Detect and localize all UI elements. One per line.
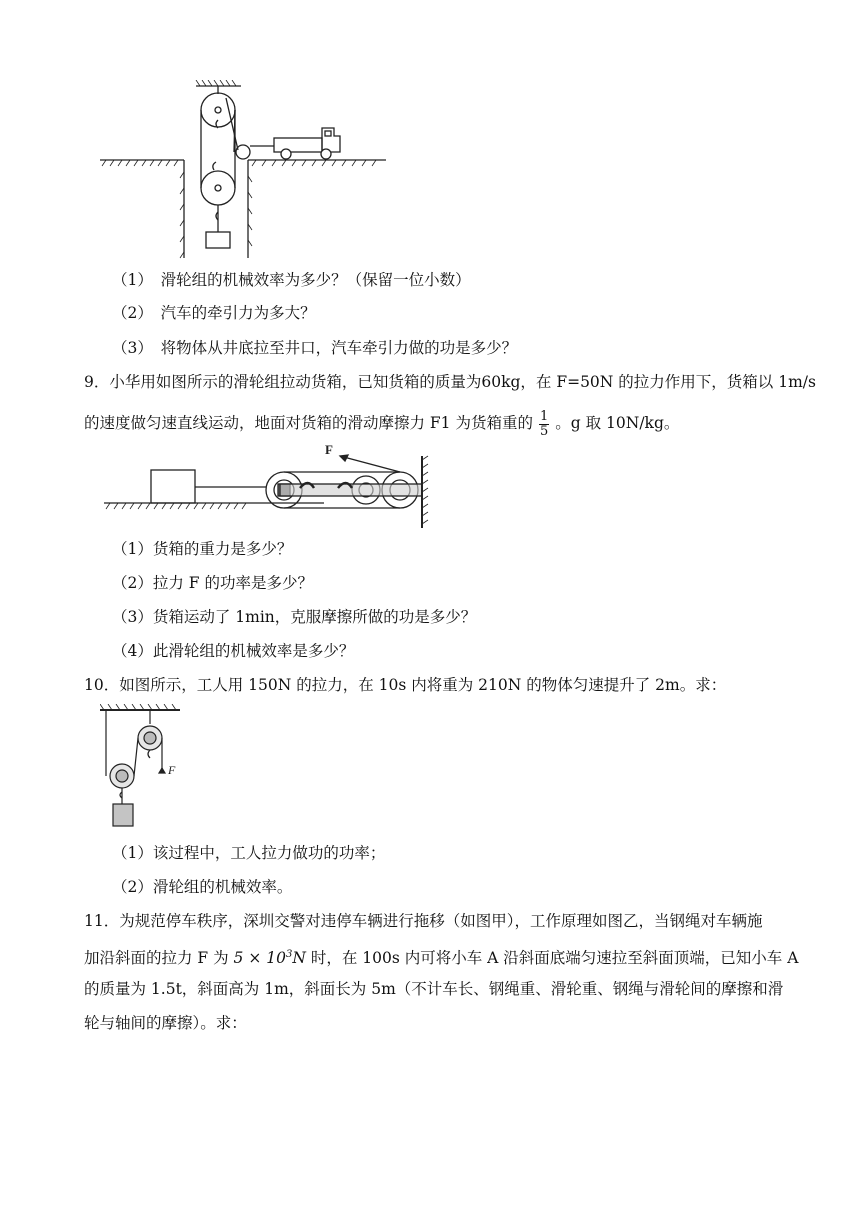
q11-stem-text-end: 时，在 100s 内可将小车 A 沿斜面底端匀速拉至斜面顶端，已知小车 A (305, 949, 799, 968)
force-label-f: F (168, 763, 176, 777)
force-value-base: 5 × 10 (233, 949, 286, 968)
fraction-one-fifth (539, 410, 549, 438)
q11-stem-line-2 (84, 945, 798, 968)
q9-sub-3: （3）货箱运动了 1min，克服摩擦所做的功是多少？ (112, 608, 477, 626)
vertical-pulley-figure (100, 704, 190, 830)
force-value-unit: N (292, 949, 306, 968)
fraction-denominator: 5 (539, 424, 549, 439)
q11-stem-line-1: 11．为规范停车秩序，深圳交警对违停车辆进行拖移（如图甲），工作原理如图乙，当钢绳对车辆施 (84, 912, 763, 930)
q9-stem-line-1: 9．小华用如图所示的滑轮组拉动货箱，已知货箱的质量为60kg，在 F=50N 的拉力作用下，货箱以 1m/s (84, 373, 816, 391)
q10-stem: 10．如图所示，工人用 150N 的拉力，在 10s 内将重为 210N 的物体匀速提升了 2m。求： (84, 676, 727, 694)
q11-stem-line-4: 轮与轴间的摩擦）。求： (84, 1014, 247, 1032)
horizontal-pulley-crate-figure (104, 440, 444, 530)
force-label-f: F (325, 442, 333, 457)
q9-sub-1: （1）货箱的重力是多少？ (112, 540, 293, 558)
q9-sub-4: （4）此滑轮组的机械效率是多少？ (112, 642, 355, 660)
force-value-exponent: 3 (285, 949, 293, 960)
q9-sub-2: （2）拉力 F 的功率是多少？ (112, 574, 313, 592)
force-value-math (234, 949, 306, 967)
q9-stem-line-2 (84, 410, 679, 438)
well-pulley-truck-figure (96, 80, 396, 260)
q11-stem-line-3: 的质量为 1.5t，斜面高为 1m，斜面长为 5m（不计车长、钢绳重、滑轮重、钢绳与滑轮间的摩擦和滑 (84, 980, 784, 998)
q10-sub-2: （2）滑轮组的机械效率。 (112, 878, 293, 896)
q8-sub-3: （3） 将物体从井底拉至井口，汽车牵引力做的功是多少？ (112, 339, 518, 357)
q10-sub-1: （1）该过程中，工人拉力做功的功率； (112, 844, 386, 862)
q8-sub-2: （2） 汽车的牵引力为多大？ (112, 304, 316, 322)
fraction-numerator: 1 (539, 409, 549, 424)
q9-stem-text: 的速度做匀速直线运动，地面对货箱的滑动摩擦力 F1 为货箱重的 (84, 414, 533, 432)
q11-stem-text: 加沿斜面的拉力 F 为 (84, 949, 229, 968)
q8-sub-1: （1） 滑轮组的机械效率为多少？（保留一位小数） (112, 271, 471, 289)
q9-stem-text-end: 。g 取 10N/kg。 (555, 414, 680, 432)
